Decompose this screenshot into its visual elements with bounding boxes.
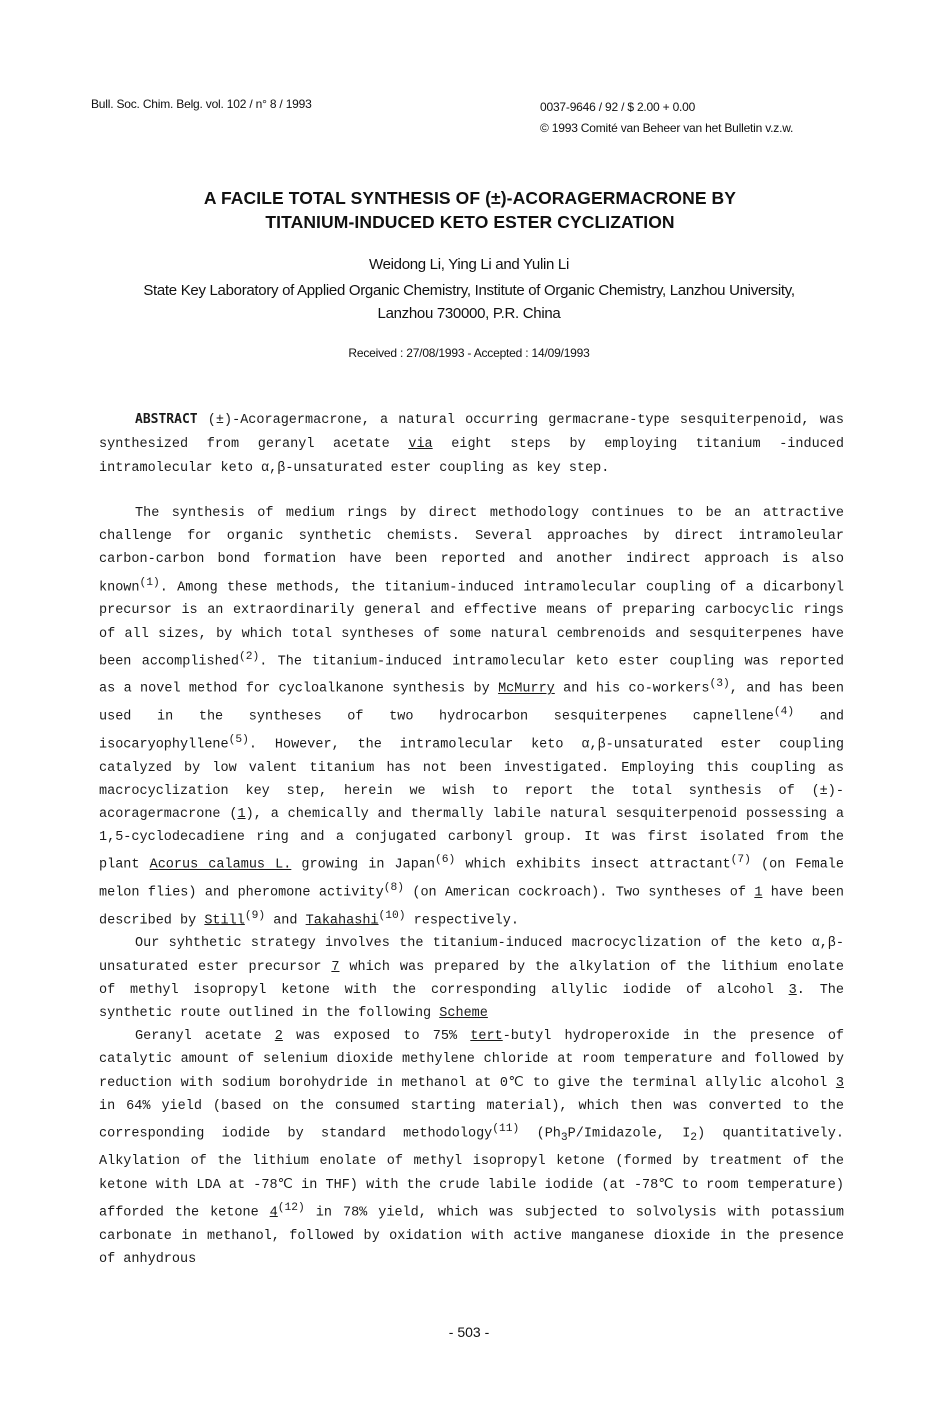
compound-number: 1 bbox=[237, 806, 246, 822]
text-run: and his co-workers bbox=[554, 681, 710, 697]
compound-number: 4 bbox=[269, 1205, 278, 1221]
text-run: have been described by bbox=[99, 885, 845, 929]
abstract bbox=[99, 408, 844, 481]
compound-number: 3 bbox=[835, 1075, 844, 1091]
compound-number: 3 bbox=[788, 982, 797, 998]
abstract-paragraph bbox=[99, 408, 844, 481]
text-run: , and has been used in the syntheses of two hydrocarbon sesquiterpenes capnellene bbox=[99, 681, 844, 725]
title-line-2: TITANIUM-INDUCED KETO ESTER CYCLIZATION bbox=[265, 212, 675, 232]
affiliation bbox=[60, 279, 878, 325]
italic-prefix: tert bbox=[470, 1029, 503, 1045]
reference-mark: (5) bbox=[228, 733, 249, 746]
article-title bbox=[120, 186, 820, 234]
author-name: McMurry bbox=[498, 681, 555, 697]
reference-mark: (1) bbox=[139, 576, 160, 589]
text-run: which was prepared by the alkylation of the lithium enolate of methyl isopropyl ketone with the corresponding allylic iodide of alcohol bbox=[99, 959, 844, 998]
header-right bbox=[540, 97, 793, 139]
reference-mark: (10) bbox=[378, 909, 406, 922]
reference-mark: (2) bbox=[238, 650, 260, 663]
reference-mark: (12) bbox=[277, 1201, 305, 1214]
reference-mark: (3) bbox=[709, 678, 730, 691]
issn-price-code: 0037-9646 / 92 / $ 2.00 + 0.00 bbox=[540, 100, 696, 114]
text-run: and bbox=[265, 913, 306, 929]
text-run: Geranyl acetate bbox=[135, 1029, 275, 1045]
text-run: P/Imidazole, I bbox=[567, 1126, 691, 1142]
reference-mark: (7) bbox=[730, 854, 751, 867]
reference-mark: (11) bbox=[492, 1123, 520, 1136]
abstract-label: ABSTRACT bbox=[135, 412, 198, 427]
text-run: The synthesis of medium rings by direct methodology continues to be an attractive challenge for organic synthetic chemists. Several approaches by direct intramoleular carbon-carbon bond formation have been reported and another indirect approach is also known bbox=[99, 506, 844, 596]
text-run: . Among these methods, the titanium-induced intramolecular coupling of a dicarbonyl precursor is an extraordinarily general and effective means of preparing carbocyclic rings of all sizes, by which total syntheses of some natural cembrenoids and sesquiterpenes have been accomplished bbox=[99, 580, 844, 670]
reference-mark: (6) bbox=[435, 854, 456, 867]
text-run: was exposed to 75% bbox=[282, 1029, 471, 1045]
reference-mark: (9) bbox=[244, 909, 266, 922]
subscript: 3 bbox=[560, 1132, 568, 1145]
affiliation-line-2: Lanzhou 730000, P.R. China bbox=[377, 305, 561, 322]
scheme-reference: Scheme bbox=[439, 1006, 488, 1022]
received-accepted-dates: Received : 27/08/1993 - Accepted : 14/09/1993 bbox=[348, 346, 590, 360]
underlined-term: via bbox=[408, 437, 433, 452]
text-run: -butyl hydroperoxide in the presence of catalytic amount of selenium dioxide methylene chloride at room temperature and followed by reduction with sodium borohydride in methanol at 0℃ to give the terminal allylic alcohol bbox=[99, 1029, 845, 1091]
affiliation-line-1: State Key Laboratory of Applied Organic Chemistry, Institute of Organic Chemistry, Lanzhou University, bbox=[143, 282, 795, 299]
text-run: ) quantitatively. Alkylation of the lithium enolate of methyl isopropyl ketone (formed by treatment of the ketone with LDA at -78℃ in THF) with the crude labile iodide (at -78℃ to room temperature) afforded the ketone bbox=[99, 1126, 844, 1221]
abstract-text: (±)-Acoragermacrone, a natural occurring germacrane-type sesquiterpenoid, was synthesized from geranyl acetate bbox=[99, 413, 844, 452]
text-run: ), a chemically and thermally labile natural sesquiterpenoid possessing a 1,5-cyclodecadiene ring and a conjugated carbonyl group. It was first isolated from the plant bbox=[99, 806, 844, 873]
paragraph-introduction bbox=[99, 502, 844, 932]
text-run: respectively. bbox=[405, 913, 519, 929]
author-name: Still bbox=[204, 913, 245, 929]
text-run: . However, the intramolecular keto α,β-unsaturated ester coupling catalyzed by low valent titanium has not been investigated. Employing this coupling as macrocyclization key step, herein we wish to report the total synthesis of (±)-acoragermacrone ( bbox=[99, 737, 844, 822]
compound-number: 1 bbox=[754, 885, 763, 901]
title-line-1: A FACILE TOTAL SYNTHESIS OF (±)-ACORAGERMACRONE BY bbox=[203, 188, 737, 208]
subscript: 2 bbox=[690, 1132, 698, 1145]
text-run: which exhibits insect attractant bbox=[455, 857, 731, 873]
reference-mark: (4) bbox=[773, 706, 795, 719]
reference-mark: (8) bbox=[383, 882, 404, 895]
text-run: in 78% yield, which was subjected to solvolysis with potassium carbonate in methanol, followed by oxidation with active manganese dioxide in the presence of anhydrous bbox=[99, 1205, 844, 1267]
author-list: Weidong Li, Ying Li and Yulin Li bbox=[368, 256, 569, 273]
text-run: and isocaryophyllene bbox=[99, 709, 844, 753]
paragraph-strategy bbox=[99, 932, 844, 1025]
text-run: growing in Japan bbox=[291, 857, 436, 873]
copyright-line: © 1993 Comité van Beheer van het Bulletin v.z.w. bbox=[540, 121, 794, 135]
abstract-text: eight steps by employing titanium -induced intramolecular keto α,β-unsaturated ester coupling as key step. bbox=[99, 437, 845, 476]
page-number: - 503 - bbox=[448, 1324, 490, 1340]
text-run: in 64% yield (based on the consumed starting material), which then was converted to the corresponding iodide by standard methodology bbox=[99, 1098, 844, 1142]
compound-number: 2 bbox=[274, 1029, 283, 1045]
text-run: . The titanium-induced intramolecular keto ester coupling was reported as a novel method for cycloalkanone synthesis by bbox=[99, 654, 844, 697]
author-name: Takahashi bbox=[305, 913, 379, 929]
text-run: . The synthetic route outlined in the following bbox=[99, 982, 844, 1022]
compound-number: 7 bbox=[331, 959, 340, 975]
paragraph-synthesis bbox=[99, 1025, 844, 1271]
text-run: (on American cockroach). Two syntheses of bbox=[403, 885, 755, 901]
body-text bbox=[99, 502, 844, 1271]
species-name: Acorus calamus L. bbox=[149, 857, 292, 873]
journal-citation: Bull. Soc. Chim. Belg. vol. 102 / n° 8 / 1993 bbox=[91, 97, 312, 111]
text-run: Our syhthetic strategy involves the titanium-induced macrocyclization of the keto α,β-unsaturated ester precursor bbox=[99, 936, 844, 975]
text-run: (on Female melon flies) and pheromone activity bbox=[99, 857, 844, 901]
text-run: (Ph bbox=[519, 1126, 561, 1142]
